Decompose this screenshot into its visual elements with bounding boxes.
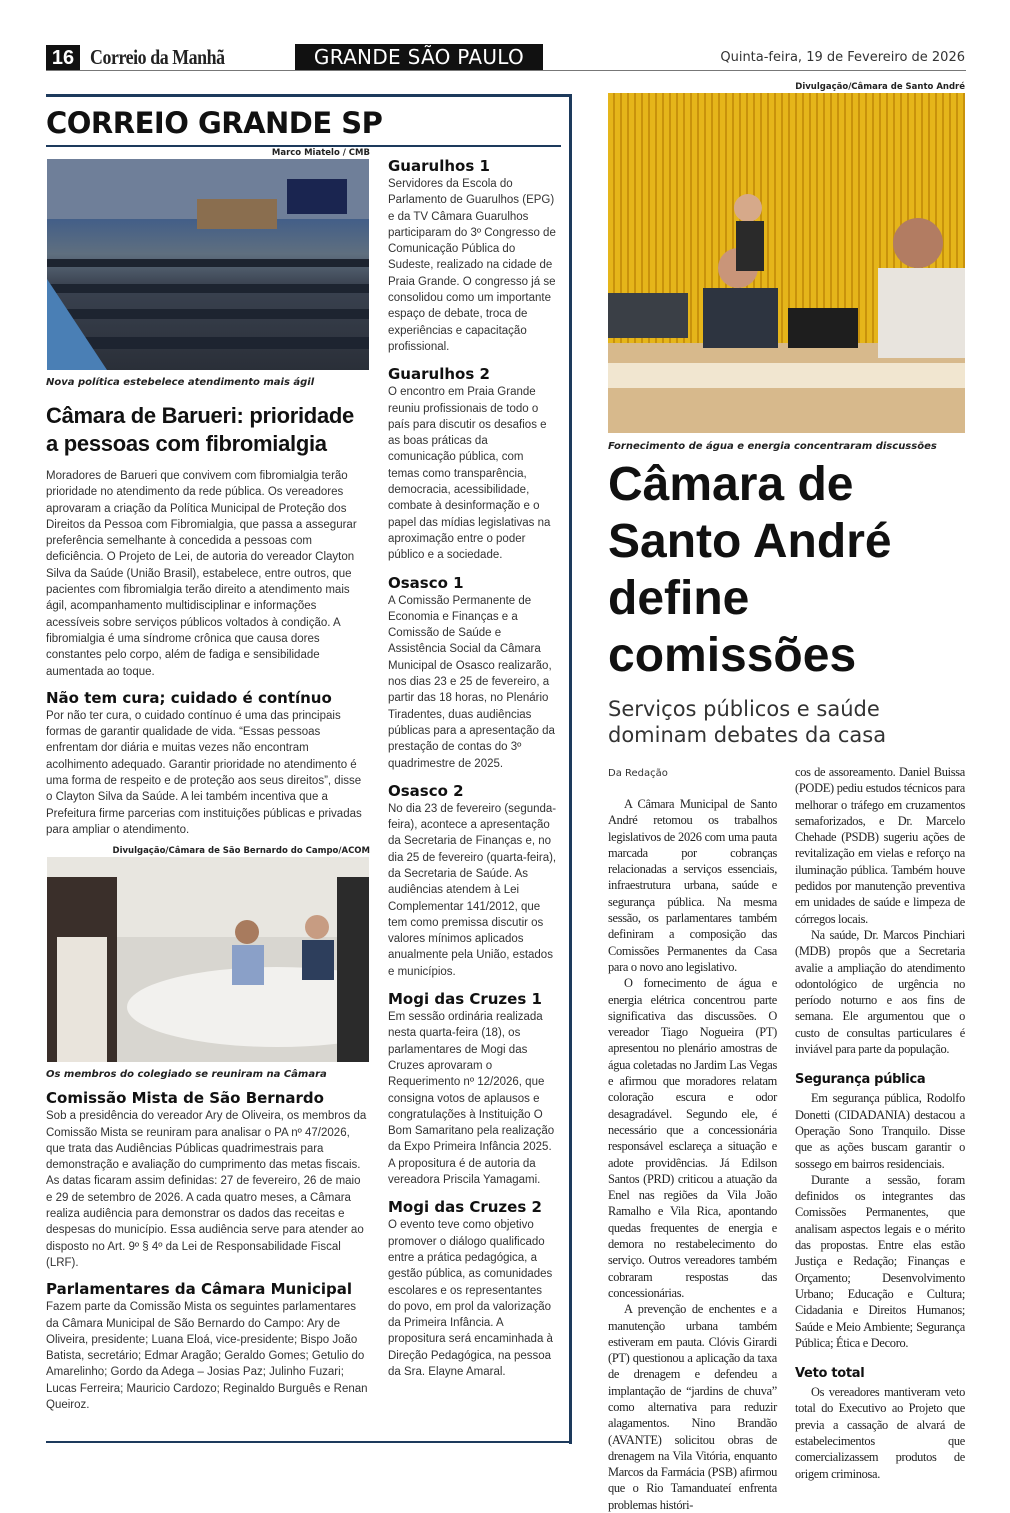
left-column [46, 148, 370, 1413]
photo-credit: Divulgação/Câmara de Santo André [795, 82, 965, 92]
photo-credit: Divulgação/Câmara de São Bernardo do Campo/ACOM [112, 846, 370, 857]
brief-body: No dia 23 de fevereiro (segunda-feira), acontece a apresentação da Secretaria de Finanças e, no dia 25 de fevereiro (quarta-feira), da Secretaria de Saúde. As audiências atendem à Lei Complementar 141/2012, que tem como premissa discutir os valores mínimos aplicados anualmente pela União, estados e municípios. [388, 802, 557, 978]
article-subhead: Comissão Mista de São Bernardo [46, 1089, 324, 1108]
brief-body: A Comissão Permanente de Economia e Finanças e a Comissão de Saúde e Assistência Social da Câmara Municipal de Osasco realizarão, nos dias 23 e 25 de fevereiro, a partir das 18 horas, no Plenário Tiradentes, duas audiências públicas para a apresentação da prestação de contas do 3º quadrimestre de 2025. [388, 594, 555, 770]
article-paragraph: O fornecimento de água e energia elétrica concentrou parte significativa das discussões. O vereador Tiago Nogueira (PT) apresentou no plenário amostras de água coletadas no Jardim Las Vegas e afirmou que moradores relatam coloração escura e odor desagradável. Segundo ele, é necessário que a concessionária responsável esclareça a situação e adote providências. Já Edilson Santos (PRD) criticou a atuação da Enel nas regiões da Vila João Ramalho e Vila Rica, apontando quedas frequentes de energia e demora no restabelecimento do serviço. Outros vereadores também cobraram respostas das concessionárias. [608, 976, 777, 1300]
brief-body: Em sessão ordinária realizada nesta quarta-feira (18), os parlamentares de Mogi das Cruzes aprovaram o Requerimento nº 12/2026, que consigna votos de aplausos e congratulações à Instituição O Bom Samaritano pela realização da Expo Primeira Infância 2025. A propositura é de autoria da vereadora Priscila Yamagami. [388, 1011, 555, 1187]
section-title: CORREIO GRANDE SP [46, 106, 383, 140]
article-subhead: Segurança pública [795, 1072, 926, 1088]
article-paragraph: cos de assoreamento. Daniel Buissa (PODE) pediu estudos técnicos para melhorar o tráfego em cruzamentos semaforizados, e Dr. Marcelo Chehade (PSDB) sugeriu ações de revitalização em vielas e reforço na iluminação pública. Também houve pedidos por manutenção preventiva em unidades de saúde e limpeza de córregos locais. [795, 765, 965, 926]
article-paragraph: Na saúde, Dr. Marcos Pinchiari (MDB) propôs que a Secretaria avalie a ampliação do atendimento odontológico de urgência no período noturno e aos fins de semana. Ele argumentou que o custo de consultas particulares é inviável para parte da população. [795, 927, 965, 1057]
brief-title: Mogi das Cruzes 2 [388, 1198, 542, 1217]
brief-title: Guarulhos 1 [388, 157, 490, 175]
brief-title: Osasco 1 [388, 573, 464, 592]
article-headline: Câmara de Barueri: prioridade a pessoas com fibromialgia [46, 403, 354, 456]
main-story-heading [608, 456, 970, 780]
header-divider [46, 70, 966, 71]
article-body: Moradores de Barueri que convivem com fibromialgia terão prioridade no atendimento da rede pública. Os vereadores aprovaram a criação da Política Municipal de Proteção dos Direitos da Pessoa com Fibromialgia, que passa a assegurar preferência semelhante à concedida a pessoas com deficiência. O Projeto de Lei, de autoria do vereador Clayton Silva da Saúde (União Brasil), estabelece, entre outros, que pacientes com fibromialgia terão direito a atendimento mais ágil, acompanhamento multidisciplinar e informações acessíveis sobre serviços públicos voltados à condição. A fibromialgia é uma síndrome crônica que causa dores constantes pelo corpo, além de fadiga e sensibilidade aumentada ao toque. [46, 470, 357, 678]
photo-caption: Nova política estebelece atendimento mais ágil [46, 377, 315, 388]
article-body: Fazem parte da Comissão Mista os seguintes parlamentares da Câmara Municipal de São Bernardo do Campo: Ary de Oliveira, presidente; Luana Eloá, vice-presidente; Bispo João Batista, secretário; Edmar Aragão; Geraldo Gomes; Getulio do Amarelinho; Gordo da Adega – Josias Paz; Julinho Fuzari; Lucas Ferreira; Mauricio Cardozo; Reginaldo Burguês e Renan Queiroz. [46, 1301, 368, 1411]
main-deck: Serviços públicos e saúde dominam debates da casa [608, 697, 887, 747]
main-story-column-2 [795, 764, 965, 1482]
article-body: Sob a presidência do vereador Ary de Oliveira, os membros da Comissão Mista se reuniram para analisar o PA nº 47/2026, que trata das Audiências Públicas quadrimestrais para demonstração e avaliação do cumprimento das metas fiscais. As datas ficaram assim definidas: 27 de fevereiro, 26 de maio e 29 de setembro de 2026. A cada quatro meses, a Câmara realiza audiência para demonstrar os dados das receitas e despesas do município. Essa audiência serve para atender ao disposto no Art. 9º § 4º da Lei de Responsabilidade Fiscal (LRF). [46, 1110, 367, 1269]
brief-title: Mogi das Cruzes 1 [388, 990, 542, 1009]
brief-body: Servidores da Escola do Parlamento de Guarulhos (EPG) e da TV Câmara Guarulhos participaram do 3º Congresso de Comunicação Pública do Sudeste, realizado na cidade de Praia Grande. O congresso já se consolidou como um importante espaço de debate, troca de experiências e capacitação profissional. [388, 178, 556, 353]
section-border-right [569, 94, 572, 1444]
article-paragraph: A Câmara Municipal de Santo André retomou os trabalhos legislativos de 2026 com uma pauta marcada por cobranças relacionadas a serviços essenciais, infraestrutura urbana, saúde e segurança pública. Na mesma sessão, os parlamentares também definiram a composição das Comissões Permanentes da Casa para o novo ano legislativo. [608, 797, 777, 974]
plenary-illustration [47, 159, 369, 370]
brief-body: O evento teve como objetivo promover o diálogo qualificado entre a prática pedagógica, a gestão pública, as comunidades escolares e os representantes do povo, em prol da valorização da Primeira Infância. A propositura será encaminhada à Direção Pedagógica, na pessoa da Sra. Elayne Amaral. [388, 1219, 553, 1378]
page-number: 16 [46, 45, 80, 71]
article-subhead: Não tem cura; cuidado é contínuo [46, 688, 332, 707]
sao-bernardo-article [46, 1088, 370, 1413]
section-title-rule [46, 145, 561, 147]
session-illustration [608, 93, 965, 433]
article-subhead: Veto total [795, 1366, 865, 1382]
plenary-photo [47, 159, 369, 370]
barueri-article [46, 402, 370, 838]
meeting-illustration [47, 857, 369, 1062]
brief-title: Osasco 2 [388, 781, 464, 800]
meeting-photo [47, 857, 369, 1062]
main-story-column-1 [608, 796, 777, 1513]
article-paragraph: Em segurança pública, Rodolfo Donetti (CIDADANIA) destacou a Operação Sono Tranquilo. Disse que as ações buscam garantir o sossego em bairros residenciais. [795, 1091, 965, 1171]
section-label: GRANDE SÃO PAULO [295, 44, 543, 70]
photo-caption: Os membros do colegiado se reuniram na Câmara [46, 1069, 327, 1081]
news-briefs [388, 156, 558, 1380]
main-headline: Câmara de Santo André define comissões [608, 458, 892, 682]
section-border-bottom [46, 1441, 572, 1443]
brief-title: Guarulhos 2 [388, 365, 490, 384]
article-paragraph: Durante a sessão, foram definidos os integrantes das Comissões Permanentes, que analisam aspectos legais e o mérito das propostas. Entre elas estão Justiça e Redação; Finanças e Orçamento; Desenvolvimento Urbano; Educação e Cultura; Cidadania e Direitos Humanos; Saúde e Meio Ambiente; Segurança Pública; Ética e Decoro. [795, 1172, 965, 1350]
edition-date: Quinta-feira, 19 de Fevereiro de 2026 [720, 50, 965, 65]
article-paragraph: Os vereadores mantiveram veto total do Executivo ao Projeto que previa a cassação de alvará de estabelecimentos que comercializassem produtos de origem criminosa. [795, 1385, 965, 1481]
byline: Da Redação [608, 768, 668, 779]
article-body: Por não ter cura, o cuidado contínuo é uma das principais formas de garantir qualidade de vida. “Essas pessoas enfrentam dor diária e muitas vezes não encontram acolhimento adequado. Garantir prioridade no atendimento é uma forma de respeito e de proteção aos seus direitos”, disse o Clayton Silva da Saúde. A lei também incentiva que a Prefeitura firme parcerias com instituições públicas e privadas para ampliar o atendimento. [46, 709, 362, 836]
photo-credit: Marco Miatelo / CMB [271, 148, 370, 158]
section-border-top [46, 94, 572, 97]
santo-andre-photo [608, 93, 965, 433]
article-subhead: Parlamentares da Câmara Municipal [46, 1280, 353, 1299]
newspaper-logo: Correio da Manhã [90, 45, 225, 69]
brief-body: O encontro em Praia Grande reuniu profissionais de todo o país para discutir os desafios e as boas práticas da comunicação pública, com temas como transparência, democracia, acessibilidade, combate à desinformação e o papel das mídias legislativas na aproximação entre o poder público e a sociedade. [388, 386, 551, 562]
article-paragraph: A prevenção de enchentes e a manutenção urbana também estiveram em pauta. Clóvis Girardi (PT) questionou a aplicação da taxa de drenagem e defendeu a implantação de “jardins de chuva” como alternativa para reduzir alagamentos. Nino Brandão (AVANTE) solicitou obras de drenagem na Vila Vitória, enquanto Marcos da Farmácia (PSB) afirmou que o Rio Tamanduateí enfrenta problemas históri- [608, 1302, 777, 1512]
photo-caption: Fornecimento de água e energia concentraram discussões [608, 441, 937, 452]
